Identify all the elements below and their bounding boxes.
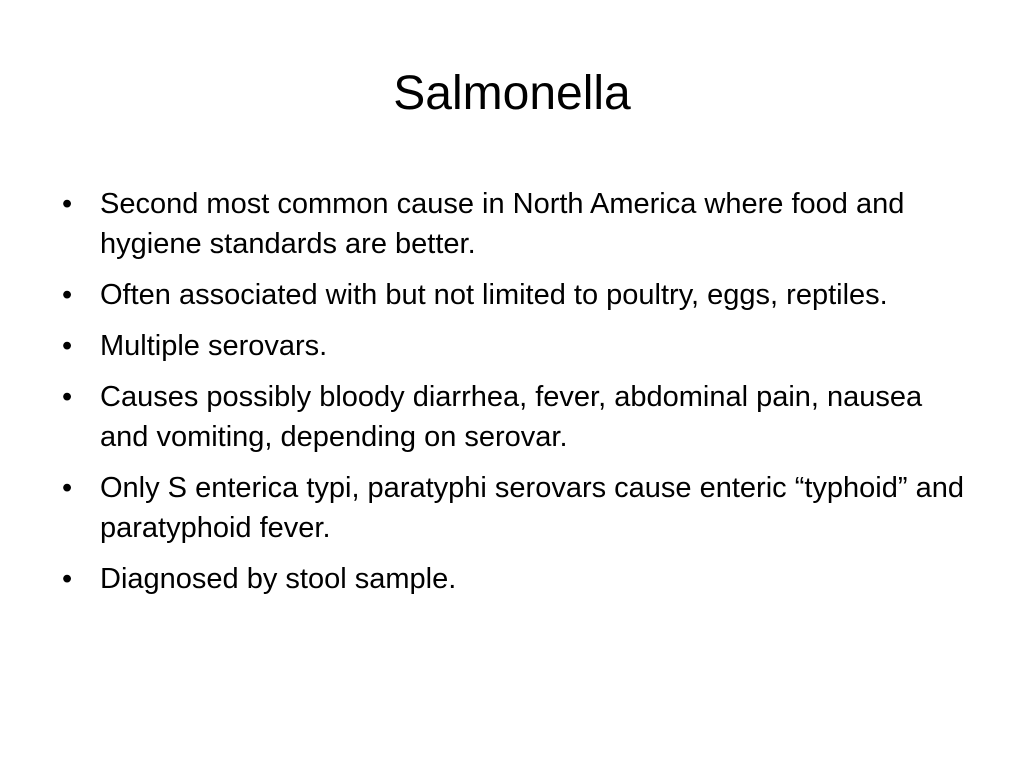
bullet-item [62, 326, 972, 366]
bullet-icon: • [62, 188, 73, 220]
bullet-text: Multiple serovars. [100, 330, 328, 362]
bullet-text: Often associated with but not limited to poultry, eggs, reptiles. [100, 279, 888, 311]
bullet-item [62, 468, 972, 548]
bullet-text: Only S enterica typi, paratyphi serovars cause enteric “typhoid” and paratyphoid fever. [100, 472, 964, 544]
bullet-item [62, 184, 972, 264]
bullet-icon: • [62, 330, 73, 362]
slide-title: Salmonella [393, 67, 631, 120]
bullet-icon: • [62, 563, 73, 595]
bullet-text: Diagnosed by stool sample. [100, 563, 457, 595]
bullet-item [62, 275, 972, 315]
bullet-text: Causes possibly bloody diarrhea, fever, abdominal pain, nausea and vomiting, depending on serovar. [100, 381, 923, 453]
bullet-icon: • [62, 381, 73, 413]
bullet-list [62, 184, 972, 610]
bullet-text: Second most common cause in North America where food and hygiene standards are better. [100, 188, 905, 260]
bullet-item [62, 559, 972, 599]
bullet-icon: • [62, 279, 73, 311]
bullet-icon: • [62, 472, 73, 504]
bullet-item [62, 377, 972, 457]
